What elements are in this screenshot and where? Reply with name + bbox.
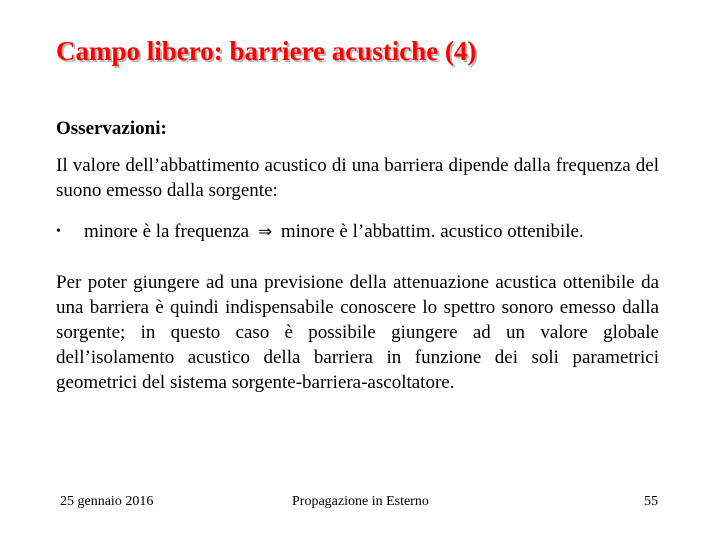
intro-paragraph: Il valore dell’abbattimento acustico di una barriera dipende dalla frequenza del suono emesso dalla sorgente:: [56, 155, 659, 201]
bullet-marker: •: [56, 224, 61, 239]
footer-title: Propagazione in Esterno: [292, 494, 429, 509]
explanation-paragraph: Per poter giungere ad una previsione della attenuazione acustica ottenibile da una barriera è quindi indispensabile conoscere lo spettro sonoro emesso dalla sorgente; in questo caso è possibile giungere ad un valore globale dell’isolamento acustico della barriera in funzione dei soli parametrici geometrici del sistema sorgente-barriera-ascoltatore.: [56, 272, 659, 393]
section-heading: Osservazioni:: [56, 118, 167, 139]
page-number: 55: [644, 494, 658, 509]
bullet-item: [56, 219, 676, 245]
slide-title: Campo libero: barriere acustiche (4): [56, 36, 477, 66]
footer-date: 25 gennaio 2016: [60, 494, 154, 509]
bullet-text-after: minore è l’abbattim. acustico ottenibile.: [280, 221, 584, 242]
implies-arrow-icon: ⇒: [257, 222, 273, 242]
bullet-text-before: minore è la frequenza: [84, 221, 250, 242]
